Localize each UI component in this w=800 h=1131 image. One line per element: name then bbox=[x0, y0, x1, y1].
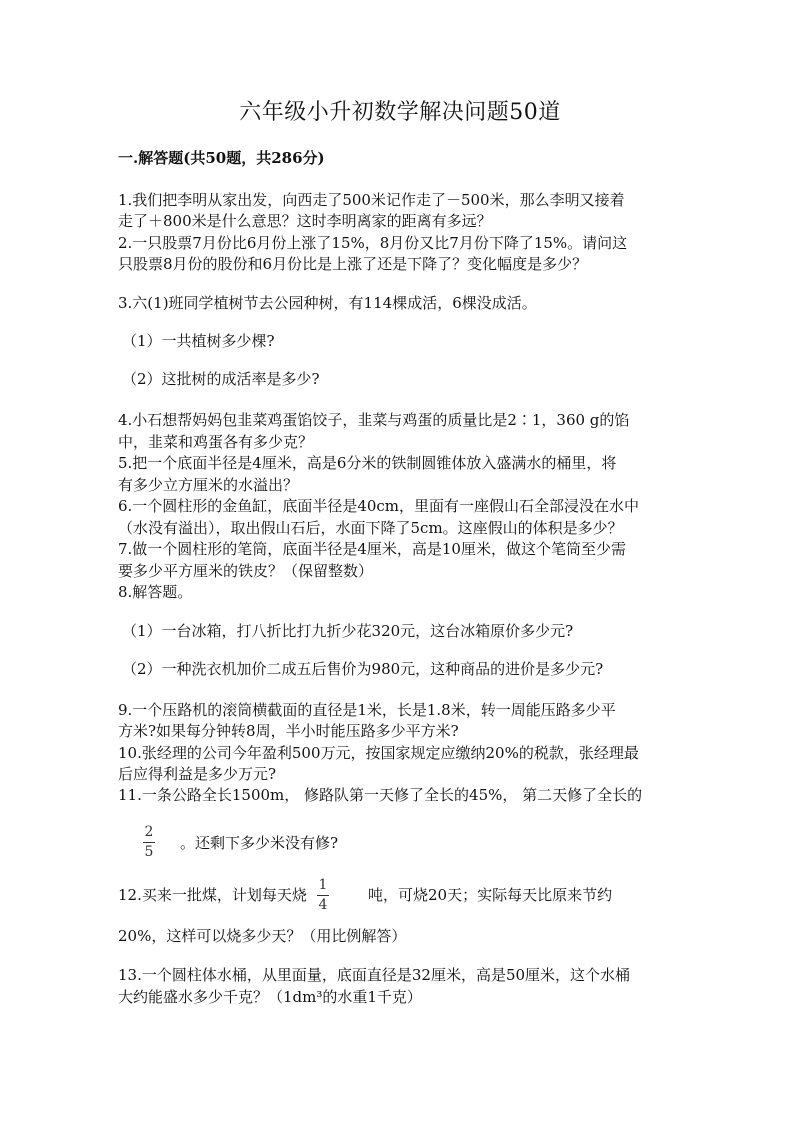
question-3-part-1: （1）一共植树多少棵? bbox=[122, 332, 275, 350]
section-heading: 一.解答题(共50题，共286分) bbox=[118, 149, 325, 167]
fraction-one-quarter bbox=[317, 878, 329, 913]
question-9-line-1: 9.一个压路机的滚筒横截面的直径是1米，长是1.8米，转一周能压路多少平 bbox=[118, 701, 616, 719]
page-title: 六年级小升初数学解决问题50道 bbox=[239, 100, 561, 125]
question-2-line-1: 2.一只股票7月份比6月份上涨了15%，8月份又比7月份下降了15%。请问这 bbox=[118, 234, 628, 252]
fraction-denominator: 4 bbox=[318, 897, 328, 913]
fraction-two-fifths bbox=[143, 825, 155, 860]
question-12-line-2: 20%，这样可以烧多少天？（用比例解答） bbox=[118, 927, 407, 945]
question-13-line-1: 13.一个圆柱体水桶，从里面量，底面直径是32厘米，高是50厘米，这个水桶 bbox=[118, 966, 631, 984]
fraction-numerator: 2 bbox=[144, 824, 154, 840]
question-7-line-1: 7.做一个圆柱形的笔筒，底面半径是4厘米，高是10厘米，做这个笔筒至少需 bbox=[118, 540, 626, 558]
question-10-line-1: 10.张经理的公司今年盈利500万元，按国家规定应缴纳20%的税款，张经理最 bbox=[118, 744, 639, 762]
question-3-part-2: （2）这批树的成活率是多少? bbox=[122, 370, 320, 388]
question-9-line-2: 方米?如果每分钟转8周，半小时能压路多少平方米? bbox=[118, 722, 459, 740]
question-8-part-1: （1）一台冰箱，打八折比打九折少花320元，这台冰箱原价多少元? bbox=[122, 622, 574, 640]
question-1-line-2: 走了＋800米是什么意思？这时李明离家的距离有多远？ bbox=[118, 212, 492, 230]
fraction-bar bbox=[317, 895, 329, 896]
question-1-line-1: 1.我们把李明从家出发，向西走了500米记作走了－500米，那么李明又接着 bbox=[118, 191, 625, 209]
question-8-part-2: （2）一种洗衣机加价二成五后售价为980元，这种商品的进价是多少元? bbox=[122, 660, 604, 678]
question-5-line-1: 5.把一个底面半径是4厘米，高是6分米的铁制圆锥体放入盛满水的桶里，将 bbox=[118, 454, 617, 472]
question-5-line-2: 有多少立方厘米的水溢出？ bbox=[118, 476, 299, 494]
question-6-line-2: （水没有溢出），取出假山石后，水面下降了5cm。这座假山的体积是多少？ bbox=[118, 519, 623, 537]
question-2-line-2: 只股票8月份的股份和6月份比是上涨了还是下降了？变化幅度是多少？ bbox=[118, 255, 588, 273]
question-8-heading: 8.解答题。 bbox=[118, 583, 193, 601]
question-7-line-2: 要多少平方厘米的铁皮？（保留整数） bbox=[118, 562, 374, 580]
question-12-line-1b: 吨，可烧20天；实际每天比原来节约 bbox=[368, 886, 613, 904]
fraction-denominator: 5 bbox=[144, 844, 154, 860]
question-11-line-1: 11.一条公路全长1500m， 修路队第一天修了全长的45%， 第二天修了全长的 bbox=[118, 786, 643, 804]
question-4-line-1: 4.小石想帮妈妈包韭菜鸡蛋馅饺子，韭菜与鸡蛋的质量比是2∶1，360 g的馅 bbox=[118, 411, 630, 429]
fraction-numerator: 1 bbox=[318, 877, 328, 893]
question-3-line: 3.六(1)班同学植树节去公园种树，有114棵成活，6棵没成活。 bbox=[118, 294, 537, 312]
question-11-line-2: 。还剩下多少米没有修? bbox=[180, 834, 339, 852]
question-10-line-2: 后应得利益是多少万元? bbox=[118, 765, 277, 783]
question-6-line-1: 6.一个圆柱形的金鱼缸，底面半径是40cm，里面有一座假山石全部浸没在水中 bbox=[118, 497, 640, 515]
question-12-line-1a: 12.买来一批煤，计划每天烧 bbox=[118, 886, 307, 904]
question-4-line-2: 中，韭菜和鸡蛋各有多少克？ bbox=[118, 433, 314, 451]
question-13-line-2: 大约能盛水多少千克？（1dm³的水重1千克） bbox=[118, 988, 422, 1006]
fraction-bar bbox=[143, 842, 155, 843]
